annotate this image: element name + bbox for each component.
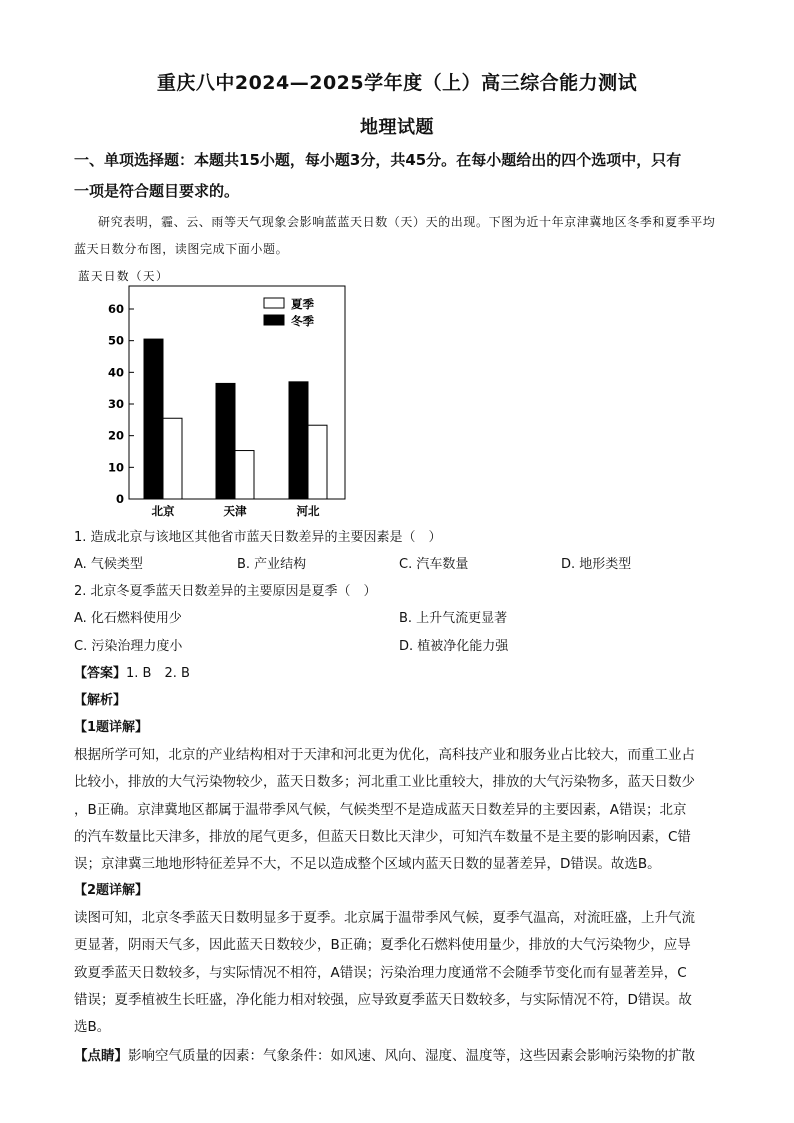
- intro-paragraph: 研究表明，霾、云、雨等天气现象会影响蓝蓝天日数（天）天的出现。下图为近十年京津冀地区冬季和夏季平均蓝天日数分布图，读图完成下面小题。: [74, 215, 716, 256]
- detail-2-line: 更显著，阴雨天气多，因此蓝天日数较少，B正确；夏季化石燃料使用量少，排放的大气污染物少，应导: [74, 937, 691, 954]
- question-1-option-a[interactable]: A. 气候类型: [74, 557, 143, 572]
- answer-line: [74, 664, 190, 684]
- detail-2-body: [74, 905, 722, 1041]
- detail-2-label: 【2题详解】: [74, 883, 149, 898]
- legend-swatch: [264, 298, 284, 308]
- x-tick-label: 河北: [296, 504, 320, 518]
- question-1-option-b[interactable]: B. 产业结构: [237, 557, 307, 572]
- question-1-option-c[interactable]: C. 汽车数量: [399, 557, 469, 572]
- detail-1-line: ，B正确。京津冀地区都属于温带季风气候，气候类型不是造成蓝天日数差异的主要因素，A错误；北京: [74, 801, 687, 818]
- y-tick-label: 20: [107, 428, 124, 443]
- question-2-stem: 2. 北京冬夏季蓝天日数差异的主要原因是夏季（ ）: [74, 584, 377, 599]
- y-tick-label: 50: [107, 333, 124, 348]
- chart-y-axis-label: 蓝天日数（天）: [78, 269, 169, 283]
- document-subtitle: 地理试题: [360, 117, 434, 138]
- detail-2-line: 错误；夏季植被生长旺盛，净化能力相对较强，应导致夏季蓝天日数较多，与实际情况不符，D错误。故: [74, 991, 692, 1008]
- detail-1-label: 【1题详解】: [74, 720, 149, 735]
- chart-legend: [264, 297, 314, 328]
- bar-summer: [308, 425, 327, 499]
- question-2-option-b[interactable]: B. 上升气流更显著: [399, 611, 508, 626]
- detail-2-line: 致夏季蓝天日数较多，与实际情况不相符，A错误；污染治理力度通常不会随季节变化而有显著差异，C: [74, 964, 687, 981]
- analysis-label: 【解析】: [74, 693, 127, 708]
- detail-1-body: [74, 742, 722, 878]
- y-tick-label: 30: [107, 397, 124, 411]
- section-heading-line1: 一、单项选择题：本题共15小题，每小题3分，共45分。在每小题给出的四个选项中，只有: [74, 151, 682, 169]
- question-2-option-d[interactable]: D. 植被净化能力强: [399, 639, 509, 654]
- x-tick-label: 天津: [223, 504, 247, 518]
- question-2-option-a[interactable]: A. 化石燃料使用少: [74, 611, 182, 626]
- detail-1-line: 误；京津冀三地地形特征差异不大，不足以造成整个区域内蓝天日数的显著差异，D错误。故选B。: [74, 856, 661, 873]
- blue-sky-days-chart: [70, 262, 360, 522]
- tip-line: [74, 1043, 722, 1070]
- x-tick-label: 北京: [151, 504, 175, 518]
- bar-winter: [289, 382, 308, 499]
- detail-1-line: 比较小，排放的大气污染物较少，蓝天日数多；河北重工业比重较大，排放的大气污染物多，蓝天日数少: [74, 774, 695, 791]
- question-1-option-d[interactable]: D. 地形类型: [561, 557, 632, 572]
- y-tick-label: 40: [107, 365, 124, 380]
- detail-1-line: 根据所学可知，北京的产业结构相对于天津和河北更为优化，高科技产业和服务业占比较大，而重工业占: [74, 747, 695, 763]
- tip-text: 影响空气质量的因素：气象条件：如风速、风向、湿度、温度等，这些因素会影响污染物的扩散: [128, 1048, 695, 1064]
- detail-1-line: 的汽车数量比天津多，排放的尾气更多，但蓝天日数比天津少，可知汽车数量不是主要的影响因素，C错: [74, 828, 691, 845]
- legend-label: 夏季: [291, 297, 314, 311]
- question-1-stem: 1. 造成北京与该地区其他省市蓝天日数差异的主要因素是（ ）: [74, 530, 442, 545]
- legend-swatch: [264, 315, 284, 325]
- detail-2-line: 读图可知，北京冬季蓝天日数明显多于夏季。北京属于温带季风气候，夏季气温高，对流旺盛，上升气流: [74, 910, 695, 926]
- chart-bars: [144, 339, 327, 499]
- bar-summer: [235, 451, 254, 499]
- legend-label: 冬季: [291, 314, 314, 328]
- bar-winter: [216, 383, 235, 499]
- bar-winter: [144, 339, 163, 499]
- section-heading-line2: 一项是符合题目要求的。: [74, 182, 240, 200]
- detail-2-line: 选B。: [74, 1019, 111, 1036]
- section-heading: [74, 145, 724, 207]
- tip-label: 【点睛】: [74, 1048, 128, 1064]
- y-tick-label: 60: [107, 302, 124, 316]
- bar-summer: [163, 418, 182, 499]
- document-title: 重庆八中2024—2025学年度（上）高三综合能力测试: [156, 72, 638, 94]
- question-2-option-c[interactable]: C. 污染治理力度小: [74, 639, 183, 654]
- y-tick-label: 10: [107, 460, 124, 475]
- answer-text: 1. B 2. B: [126, 666, 190, 681]
- chart-y-ticks: [108, 302, 134, 506]
- y-tick-label: 0: [115, 492, 124, 506]
- answer-label: 【答案】: [74, 666, 127, 681]
